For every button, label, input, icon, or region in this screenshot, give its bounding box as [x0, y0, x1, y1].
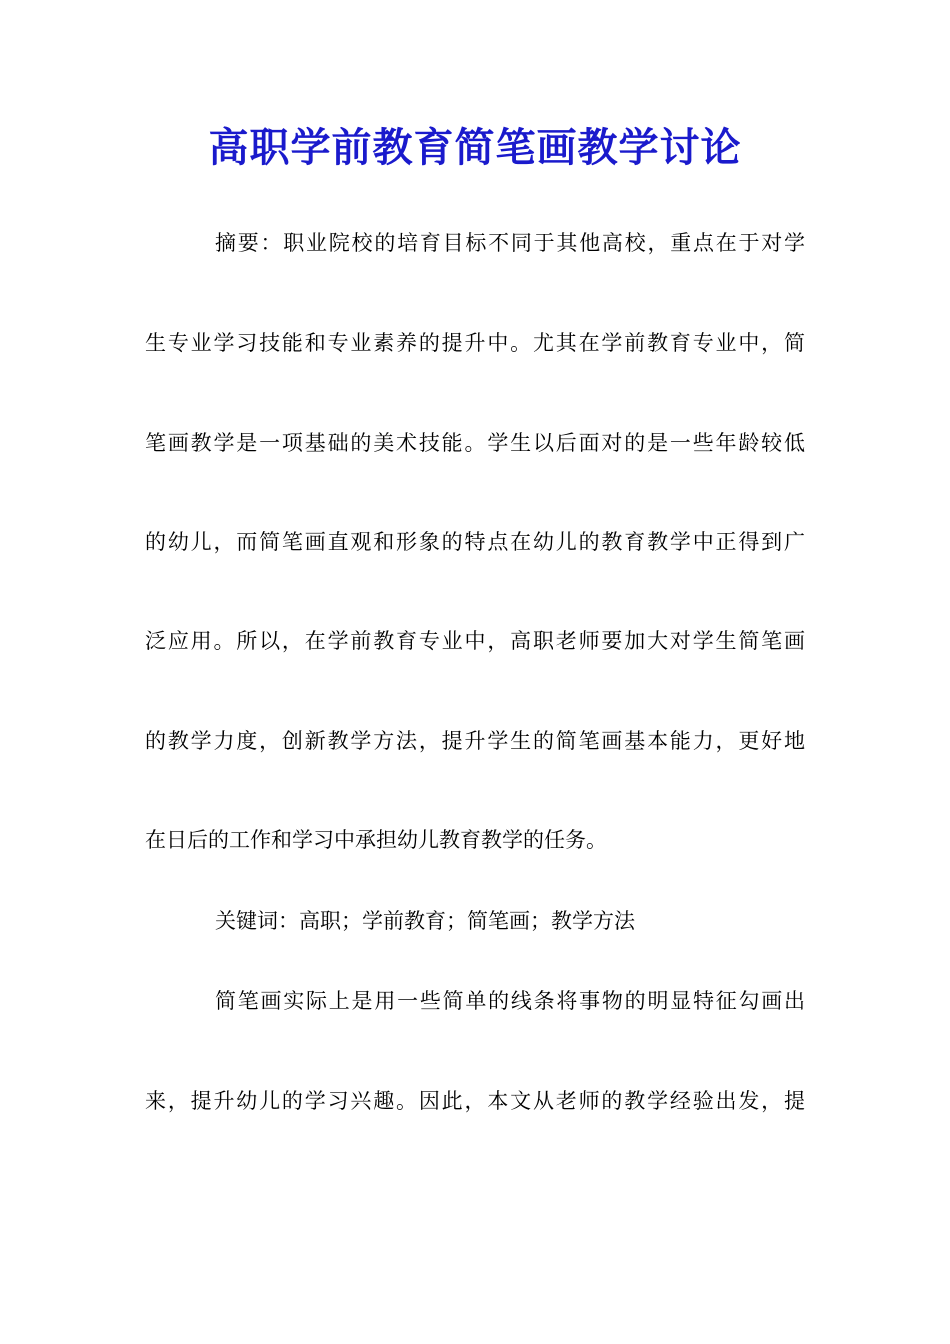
abstract-line-3: 笔画教学是一项基础的美术技能。学生以后面对的是一些年龄较低: [145, 431, 805, 455]
body-line-1: 简笔画实际上是用一些简单的线条将事物的明显特征勾画出: [215, 989, 805, 1013]
abstract-line-6: 的教学力度，创新教学方法，提升学生的简笔画基本能力，更好地: [145, 729, 805, 753]
document-title: 高职学前教育简笔画教学讨论: [208, 124, 742, 171]
abstract-line-5: 泛应用。所以，在学前教育专业中，高职老师要加大对学生简笔画: [145, 629, 805, 653]
keywords-line: 关键词：高职；学前教育；简笔画；教学方法: [215, 909, 635, 933]
body-line-2: 来，提升幼儿的学习兴趣。因此，本文从老师的教学经验出发，提: [145, 1089, 805, 1113]
abstract-line-7: 在日后的工作和学习中承担幼儿教育教学的任务。: [145, 828, 607, 852]
abstract-line-4: 的幼儿，而简笔画直观和形象的特点在幼儿的教育教学中正得到广: [145, 530, 805, 554]
abstract-line-2: 生专业学习技能和专业素养的提升中。尤其在学前教育专业中，简: [145, 331, 805, 355]
abstract-line-1: 摘要：职业院校的培育目标不同于其他高校，重点在于对学: [215, 231, 805, 255]
